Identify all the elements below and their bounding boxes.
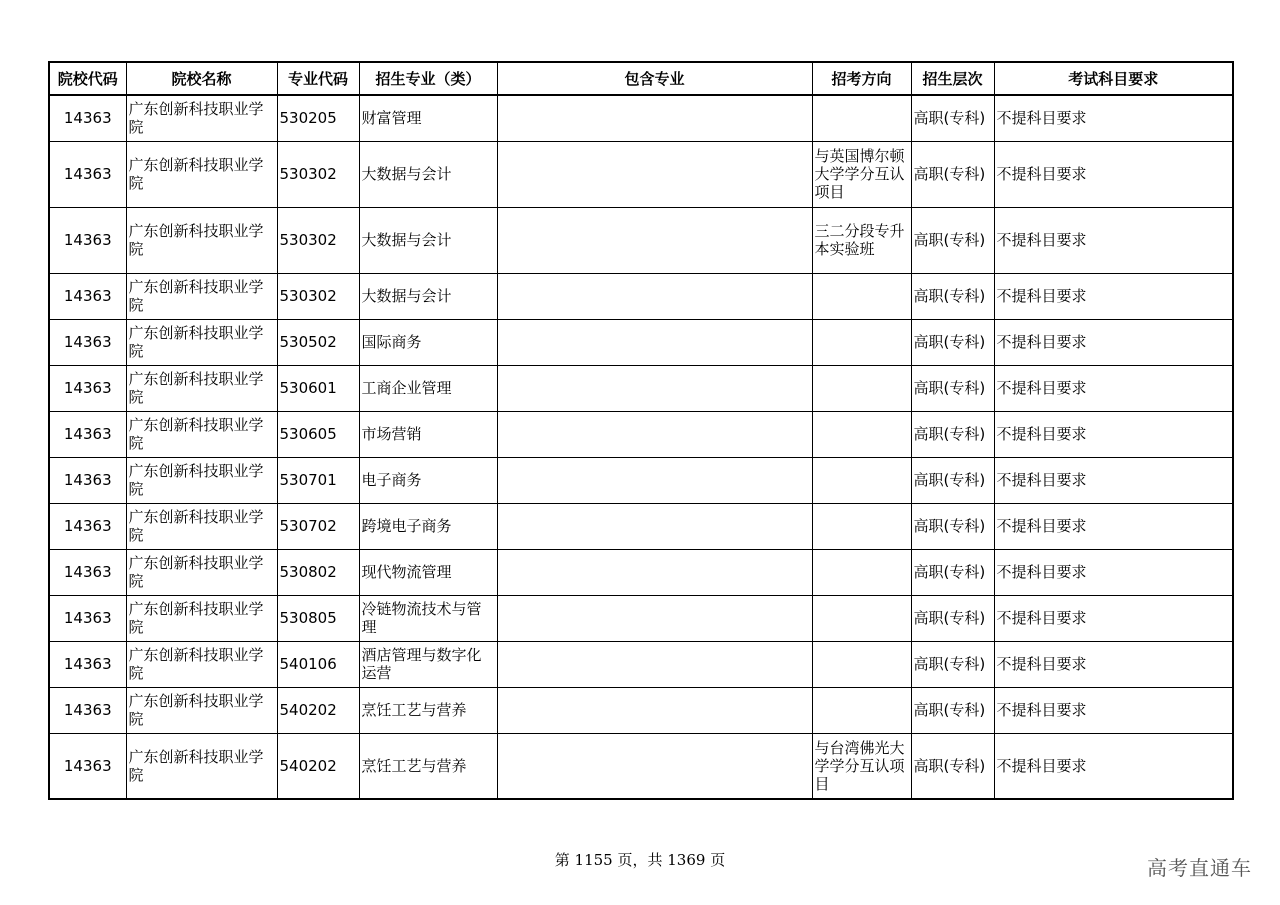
cell-school-name: 广东创新科技职业学院	[126, 207, 277, 273]
table-row	[49, 365, 1233, 411]
cell-level: 高职(专科)	[911, 549, 994, 595]
cell-major-code: 530302	[277, 273, 359, 319]
cell-school-code: 14363	[49, 687, 126, 733]
cell-included-majors	[497, 207, 812, 273]
cell-school-name: 广东创新科技职业学院	[126, 319, 277, 365]
cell-requirement: 不提科目要求	[994, 503, 1233, 549]
cell-included-majors	[497, 549, 812, 595]
cell-major-code: 530701	[277, 457, 359, 503]
cell-level: 高职(专科)	[911, 733, 994, 799]
cell-direction	[812, 319, 911, 365]
cell-school-code: 14363	[49, 641, 126, 687]
cell-school-code: 14363	[49, 319, 126, 365]
cell-included-majors	[497, 141, 812, 207]
cell-major-code: 530302	[277, 141, 359, 207]
cell-direction	[812, 95, 911, 141]
cell-school-name: 广东创新科技职业学院	[126, 503, 277, 549]
cell-major: 电子商务	[359, 457, 497, 503]
cell-major: 大数据与会计	[359, 207, 497, 273]
cell-major-code: 530805	[277, 595, 359, 641]
cell-major: 烹饪工艺与营养	[359, 733, 497, 799]
cell-level: 高职(专科)	[911, 641, 994, 687]
header-school-code: 院校代码	[49, 62, 126, 95]
cell-level: 高职(专科)	[911, 319, 994, 365]
cell-school-name: 广东创新科技职业学院	[126, 457, 277, 503]
cell-school-code: 14363	[49, 549, 126, 595]
cell-major: 跨境电子商务	[359, 503, 497, 549]
cell-included-majors	[497, 595, 812, 641]
cell-direction: 与英国博尔顿大学学分互认项目	[812, 141, 911, 207]
table-row	[49, 503, 1233, 549]
cell-requirement: 不提科目要求	[994, 733, 1233, 799]
cell-requirement: 不提科目要求	[994, 365, 1233, 411]
cell-school-name: 广东创新科技职业学院	[126, 365, 277, 411]
cell-major-code: 530502	[277, 319, 359, 365]
cell-major-code: 540202	[277, 687, 359, 733]
cell-school-code: 14363	[49, 595, 126, 641]
cell-major: 酒店管理与数字化运营	[359, 641, 497, 687]
cell-requirement: 不提科目要求	[994, 641, 1233, 687]
cell-school-code: 14363	[49, 365, 126, 411]
cell-school-name: 广东创新科技职业学院	[126, 641, 277, 687]
header-major: 招生专业（类）	[359, 62, 497, 95]
cell-level: 高职(专科)	[911, 207, 994, 273]
cell-school-name: 广东创新科技职业学院	[126, 549, 277, 595]
cell-included-majors	[497, 457, 812, 503]
cell-school-code: 14363	[49, 503, 126, 549]
cell-direction	[812, 411, 911, 457]
cell-school-code: 14363	[49, 733, 126, 799]
table-row	[49, 273, 1233, 319]
cell-level: 高职(专科)	[911, 595, 994, 641]
cell-school-name: 广东创新科技职业学院	[126, 687, 277, 733]
cell-major: 大数据与会计	[359, 273, 497, 319]
cell-requirement: 不提科目要求	[994, 207, 1233, 273]
table-row	[49, 95, 1233, 141]
cell-major: 财富管理	[359, 95, 497, 141]
cell-direction	[812, 503, 911, 549]
cell-major-code: 540202	[277, 733, 359, 799]
cell-major-code: 540106	[277, 641, 359, 687]
watermark-text: 高考直通车	[1147, 856, 1252, 880]
cell-major-code: 530605	[277, 411, 359, 457]
cell-direction	[812, 687, 911, 733]
cell-level: 高职(专科)	[911, 365, 994, 411]
cell-school-code: 14363	[49, 95, 126, 141]
cell-major: 大数据与会计	[359, 141, 497, 207]
cell-level: 高职(专科)	[911, 687, 994, 733]
cell-direction	[812, 641, 911, 687]
table-body	[49, 95, 1233, 799]
cell-included-majors	[497, 319, 812, 365]
header-school-name: 院校名称	[126, 62, 277, 95]
header-requirement: 考试科目要求	[994, 62, 1233, 95]
cell-requirement: 不提科目要求	[994, 411, 1233, 457]
cell-included-majors	[497, 273, 812, 319]
cell-school-code: 14363	[49, 457, 126, 503]
cell-direction: 与台湾佛光大学学分互认项目	[812, 733, 911, 799]
cell-included-majors	[497, 733, 812, 799]
table-row	[49, 687, 1233, 733]
cell-major: 市场营销	[359, 411, 497, 457]
page-number: 第 1155 页，共 1369 页	[554, 851, 726, 869]
cell-requirement: 不提科目要求	[994, 457, 1233, 503]
table-row	[49, 641, 1233, 687]
cell-level: 高职(专科)	[911, 411, 994, 457]
cell-requirement: 不提科目要求	[994, 595, 1233, 641]
header-major-code: 专业代码	[277, 62, 359, 95]
table-row	[49, 733, 1233, 799]
cell-direction	[812, 457, 911, 503]
cell-direction	[812, 365, 911, 411]
cell-included-majors	[497, 411, 812, 457]
cell-direction	[812, 595, 911, 641]
cell-major-code: 530802	[277, 549, 359, 595]
table-row	[49, 595, 1233, 641]
cell-major: 现代物流管理	[359, 549, 497, 595]
header-direction: 招考方向	[812, 62, 911, 95]
header-included-majors: 包含专业	[497, 62, 812, 95]
cell-level: 高职(专科)	[911, 141, 994, 207]
cell-school-name: 广东创新科技职业学院	[126, 733, 277, 799]
table-row	[49, 549, 1233, 595]
cell-requirement: 不提科目要求	[994, 141, 1233, 207]
cell-school-name: 广东创新科技职业学院	[126, 95, 277, 141]
cell-major: 工商企业管理	[359, 365, 497, 411]
cell-requirement: 不提科目要求	[994, 687, 1233, 733]
cell-major: 冷链物流技术与管理	[359, 595, 497, 641]
cell-included-majors	[497, 687, 812, 733]
table-row	[49, 457, 1233, 503]
cell-school-code: 14363	[49, 141, 126, 207]
header-level: 招生层次	[911, 62, 994, 95]
cell-school-code: 14363	[49, 411, 126, 457]
cell-level: 高职(专科)	[911, 503, 994, 549]
cell-direction	[812, 273, 911, 319]
cell-included-majors	[497, 95, 812, 141]
cell-school-name: 广东创新科技职业学院	[126, 273, 277, 319]
cell-major: 国际商务	[359, 319, 497, 365]
cell-requirement: 不提科目要求	[994, 549, 1233, 595]
cell-school-name: 广东创新科技职业学院	[126, 411, 277, 457]
table-row	[49, 411, 1233, 457]
cell-major-code: 530302	[277, 207, 359, 273]
cell-requirement: 不提科目要求	[994, 95, 1233, 141]
cell-requirement: 不提科目要求	[994, 319, 1233, 365]
cell-included-majors	[497, 365, 812, 411]
cell-major-code: 530205	[277, 95, 359, 141]
cell-school-code: 14363	[49, 273, 126, 319]
cell-level: 高职(专科)	[911, 457, 994, 503]
cell-included-majors	[497, 503, 812, 549]
admissions-table	[48, 61, 1234, 800]
table-row	[49, 319, 1233, 365]
cell-major-code: 530601	[277, 365, 359, 411]
table-header-row	[49, 62, 1233, 95]
table-row	[49, 207, 1233, 273]
cell-included-majors	[497, 641, 812, 687]
cell-level: 高职(专科)	[911, 95, 994, 141]
cell-requirement: 不提科目要求	[994, 273, 1233, 319]
cell-school-name: 广东创新科技职业学院	[126, 595, 277, 641]
cell-direction: 三二分段专升本实验班	[812, 207, 911, 273]
cell-school-name: 广东创新科技职业学院	[126, 141, 277, 207]
cell-major: 烹饪工艺与营养	[359, 687, 497, 733]
cell-school-code: 14363	[49, 207, 126, 273]
table-row	[49, 141, 1233, 207]
cell-direction	[812, 549, 911, 595]
cell-level: 高职(专科)	[911, 273, 994, 319]
cell-major-code: 530702	[277, 503, 359, 549]
